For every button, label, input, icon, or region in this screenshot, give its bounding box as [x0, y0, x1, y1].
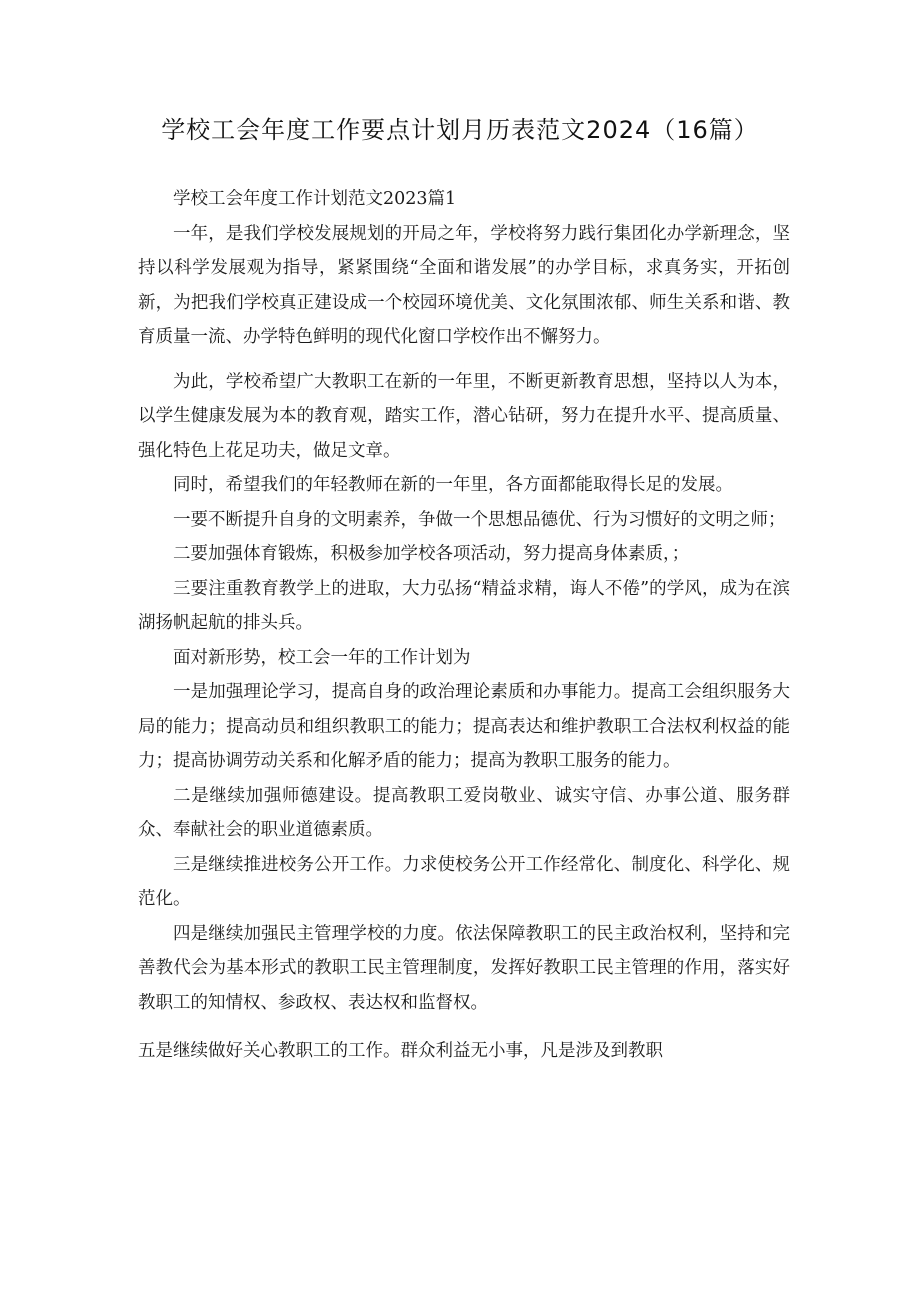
paragraph-6: 三要注重教育教学上的进取，大力弘扬“精益求精，诲人不倦”的学风，成为在滨湖扬帆起航的排头兵。	[138, 578, 790, 633]
paragraph-8: 一是加强理论学习，提高自身的政治理论素质和办事能力。提高工会组织服务大局的能力；提高动员和组织教职工的能力；提高表达和维护教职工合法权利权益的能力；提高协调劳动关系和化解矛盾的能力；提高为教职工服务的能力。	[138, 682, 790, 771]
paragraph-5: 二要加强体育锻炼，积极参加学校各项活动，努力提高身体素质，；	[173, 544, 690, 564]
paragraph-7: 面对新形势，校工会一年的工作计划为	[173, 647, 471, 668]
document-title: 学校工会年度工作要点计划月历表范文2024（16篇）	[161, 116, 759, 144]
paragraph-3: 同时，希望我们的年轻教师在新的一年里，各方面都能取得长足的发展。	[173, 475, 733, 495]
paragraph-10: 三是继续推进校务公开工作。力求使校务公开工作经常化、制度化、科学化、规范化。	[138, 854, 790, 909]
paragraph-2: 为此，学校希望广大教职工在新的一年里，不断更新教育思想，坚持以人为本，以学生健康发展为本的教育观，踏实工作，潜心钻研，努力在提升水平、提高质量、强化特色上花足功夫，做足文章。	[138, 371, 790, 461]
paragraph-9: 二是继续加强师德建设。提高教职工爱岗敬业、诚实守信、办事公道、服务群众、奉献社会的职业道德素质。	[138, 785, 790, 840]
paragraph-4: 一要不断提升自身的文明素养，争做一个思想品德优、行为习惯好的文明之师；	[173, 509, 786, 530]
paragraph-1: 一年，是我们学校发展规划的开局之年，学校将努力践行集团化办学新理念，坚持以科学发展观为指导，紧紧围绕“全面和谐发展”的办学目标，求真务实，开拓创新，为把我们学校真正建设成一个校园环境优美、文化氛围浓郁、师生关系和谐、教育质量一流、办学特色鲜明的现代化窗口学校作出不懈努力。	[138, 223, 790, 347]
section-heading: 学校工会年度工作计划范文2023篇1	[173, 189, 457, 209]
paragraph-12: 五是继续做好关心教职工的工作。群众利益无小事，凡是涉及到教职	[138, 1041, 663, 1061]
document-body	[138, 182, 790, 1069]
paragraph-11: 四是继续加强民主管理学校的力度。依法保障教职工的民主政治权利，坚持和完善教代会为基本形式的教职工民主管理制度，发挥好教职工民主管理的作用，落实好教职工的知情权、参政权、表达权和监督权。	[138, 923, 790, 1013]
